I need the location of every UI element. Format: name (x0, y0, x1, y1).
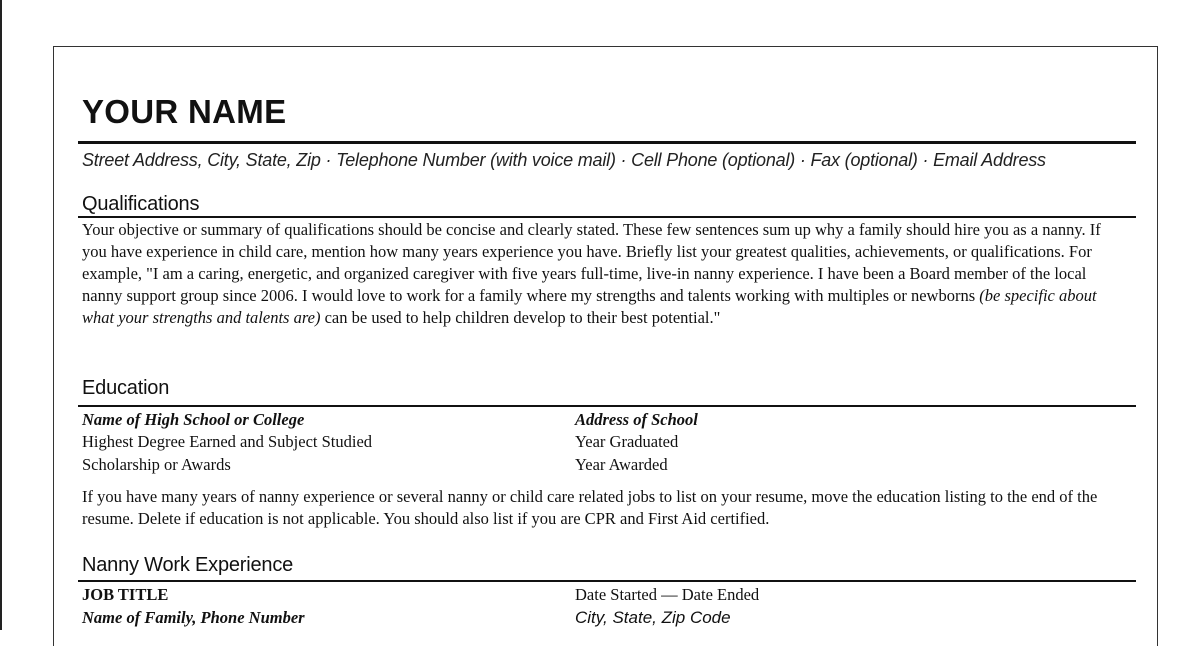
contact-line: Street Address, City, State, Zip · Telephone Number (with voice mail) · Cell Phone (optional) · Fax (optional) · Email Address (82, 150, 1046, 170)
experience-heading: Nanny Work Experience (82, 554, 294, 576)
qualifications-heading: Qualifications (82, 193, 200, 215)
qualifications-divider (78, 216, 1136, 218)
qualifications-text (82, 219, 1122, 329)
resume-name: YOUR NAME (82, 93, 287, 130)
family-name: Name of Family, Phone Number (82, 608, 305, 627)
job-title: JOB TITLE (82, 585, 169, 604)
education-heading: Education (82, 377, 170, 399)
education-note: If you have many years of nanny experience or several nanny or child care related jobs to list on your resume, move the education listing to the end of the resume. Delete if education is not applicable. You should also list if you are CPR and First Aid certified. (82, 487, 1098, 528)
degree: Highest Degree Earned and Subject Studied (82, 432, 373, 451)
school-address: Address of School (575, 410, 698, 429)
qualifications-text-main: Your objective or summary of qualifications should be concise and clearly stated. These few sentences sum up why a family should hire you as a nanny. If you have experience in child care, mention how many years experience you have. Briefly list your greatest qualities, achievements, or qualifications. For example, "I am a caring, energetic, and organized caregiver with five years full-time, live-in nanny experience. I have been a Board member of the local nanny support group since 2006. I would love to work for a family where my strengths and talents working with multiples or newborns (82, 220, 1101, 305)
job-dates: Date Started — Date Ended (575, 585, 760, 604)
year-awarded: Year Awarded (575, 455, 668, 474)
qualifications-text-end: can be used to help children develop to their best potential." (320, 308, 721, 327)
page-edge-line (0, 0, 2, 630)
qualifications-text-italic: (be specific about what your strengths and talents are) (82, 286, 1097, 327)
year-graduated: Year Graduated (575, 432, 679, 451)
job-location: City, State, Zip Code (575, 608, 731, 627)
resume-page (53, 46, 1158, 646)
experience-divider (78, 580, 1136, 582)
education-divider (78, 405, 1136, 407)
name-divider (78, 141, 1136, 144)
school-name: Name of High School or College (82, 410, 305, 429)
awards: Scholarship or Awards (82, 455, 231, 474)
